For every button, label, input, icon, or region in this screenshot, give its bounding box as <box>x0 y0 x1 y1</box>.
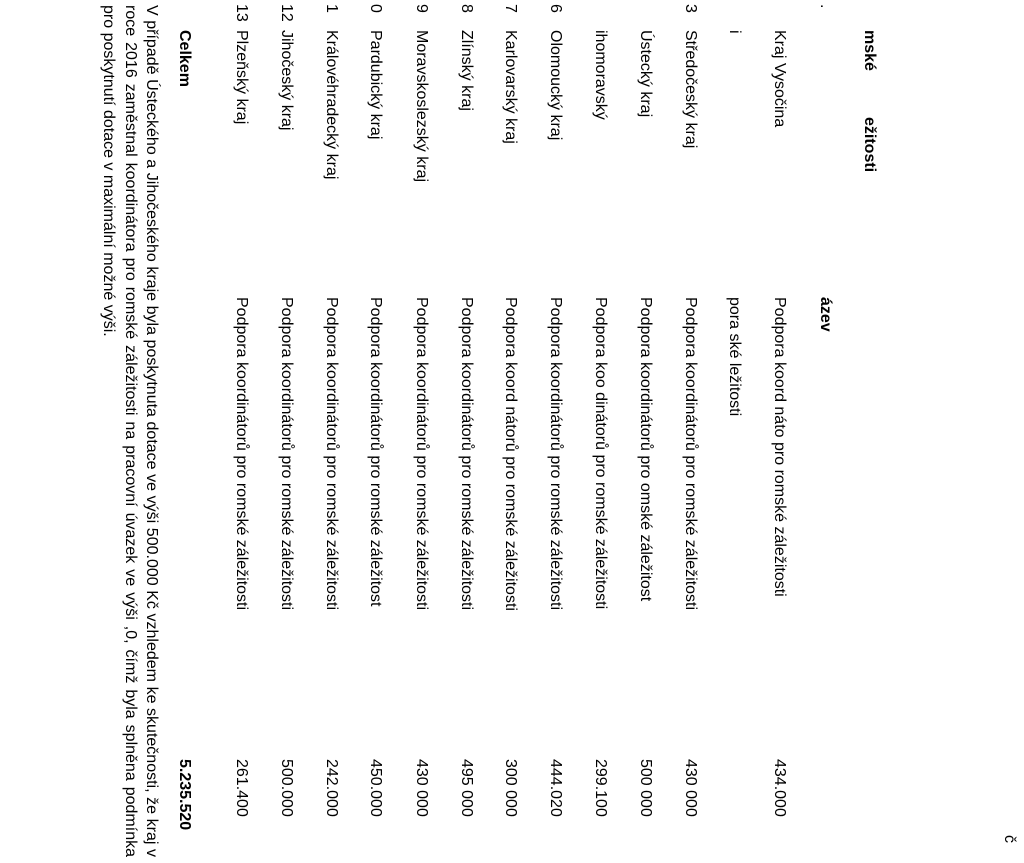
row-name: Podpora koordinátorů pro omské záležitost <box>637 297 654 602</box>
row-name: Podpora koordinátorů pro romské záležitosti <box>413 297 430 611</box>
row-region: Kraj Vysočina <box>771 30 788 128</box>
row-number: 9 <box>413 4 430 13</box>
row-name: Podpora koordinátorů pro romské záležitosti <box>682 297 699 611</box>
row-amount: 430 000 <box>413 759 430 817</box>
row-number: 0 <box>367 4 384 13</box>
total-amount: 5.235.520 <box>176 759 193 831</box>
row-number: 3 <box>682 4 699 13</box>
row-region: Olomoucký kraj <box>547 30 564 141</box>
row-name: Podpora koordinátorů pro romské záležitosti <box>547 297 564 611</box>
row-amount: 261.400 <box>233 759 250 817</box>
row-name: Podpora koordinátorů pro romské záležitosti <box>278 297 295 611</box>
column-header-fragment: . <box>817 4 834 9</box>
row-region: Královéhradecký kraj <box>323 30 340 180</box>
row-region: Plzeňský kraj <box>233 30 250 125</box>
row-number: 1 <box>323 4 340 13</box>
row-number: 13 <box>233 4 250 22</box>
row-name: Podpora koo dinátorů pro romské záležitosti <box>592 297 609 610</box>
total-label: Celkem <box>176 30 193 87</box>
row-region: Ústecký kraj <box>637 30 654 118</box>
row-name: Podpora koordinátorů pro romské záležitosti <box>233 297 250 611</box>
row-number: 12 <box>278 4 295 22</box>
row-number: 6 <box>547 4 564 13</box>
row-name: Podpora koordinátorů pro romské záležitosti <box>323 297 340 611</box>
heading-fragment-right: ežitosti <box>861 117 878 173</box>
row-name: Podpora koordinátorů pro romské záležitost <box>367 297 384 607</box>
row-region: Karlovarský kraj <box>502 30 519 144</box>
row-region: Jihočeský kraj <box>278 30 295 131</box>
row-name: Podpora koord nátorů pro romské záležitosti <box>502 297 519 611</box>
row-amount: 242.000 <box>323 759 340 817</box>
row-amount: 434.000 <box>771 759 788 817</box>
note-paragraph: V případě Ústeckého a Jihočeského kraje byla poskytnuta dotace ve výši 500.000 Kč vzhledem ke skutečnosti, že kraj v roce 2016 zaměstnal koordinátora pro romské záležitosti na pracovní úvazek ve výši ,0, čímž byla splněna podmínka pro poskytnutí dotace v maximální možné výši. <box>100 5 160 857</box>
corner-mark: č <box>1001 835 1018 843</box>
row-amount: 500 000 <box>637 759 654 817</box>
row-name: pora ské ležitosti <box>726 297 743 417</box>
row-region: Zlínský kraj <box>458 30 475 111</box>
row-amount: 450.000 <box>367 759 384 817</box>
row-amount: 299.100 <box>592 759 609 817</box>
row-region: i <box>726 30 743 34</box>
row-number: 7 <box>502 4 519 13</box>
row-name: Podpora koord náto pro romské záležitosti <box>771 297 788 597</box>
row-name: Podpora koordinátorů pro romské záležitosti <box>458 297 475 611</box>
row-region: Pardubický kraj <box>367 30 384 140</box>
row-number: 8 <box>458 4 475 13</box>
row-region: ihomoravský <box>592 30 609 120</box>
row-amount: 495 000 <box>458 759 475 817</box>
column-header-name: ázev <box>817 297 834 332</box>
row-amount: 430 000 <box>682 759 699 817</box>
row-amount: 444.020 <box>547 759 564 817</box>
heading-fragment-left: mské <box>861 30 878 71</box>
row-region: Moravskoslezský kraj <box>413 30 430 183</box>
row-amount: 300 000 <box>502 759 519 817</box>
row-region: Středočeský kraj <box>682 30 699 149</box>
row-amount: 500.000 <box>278 759 295 817</box>
